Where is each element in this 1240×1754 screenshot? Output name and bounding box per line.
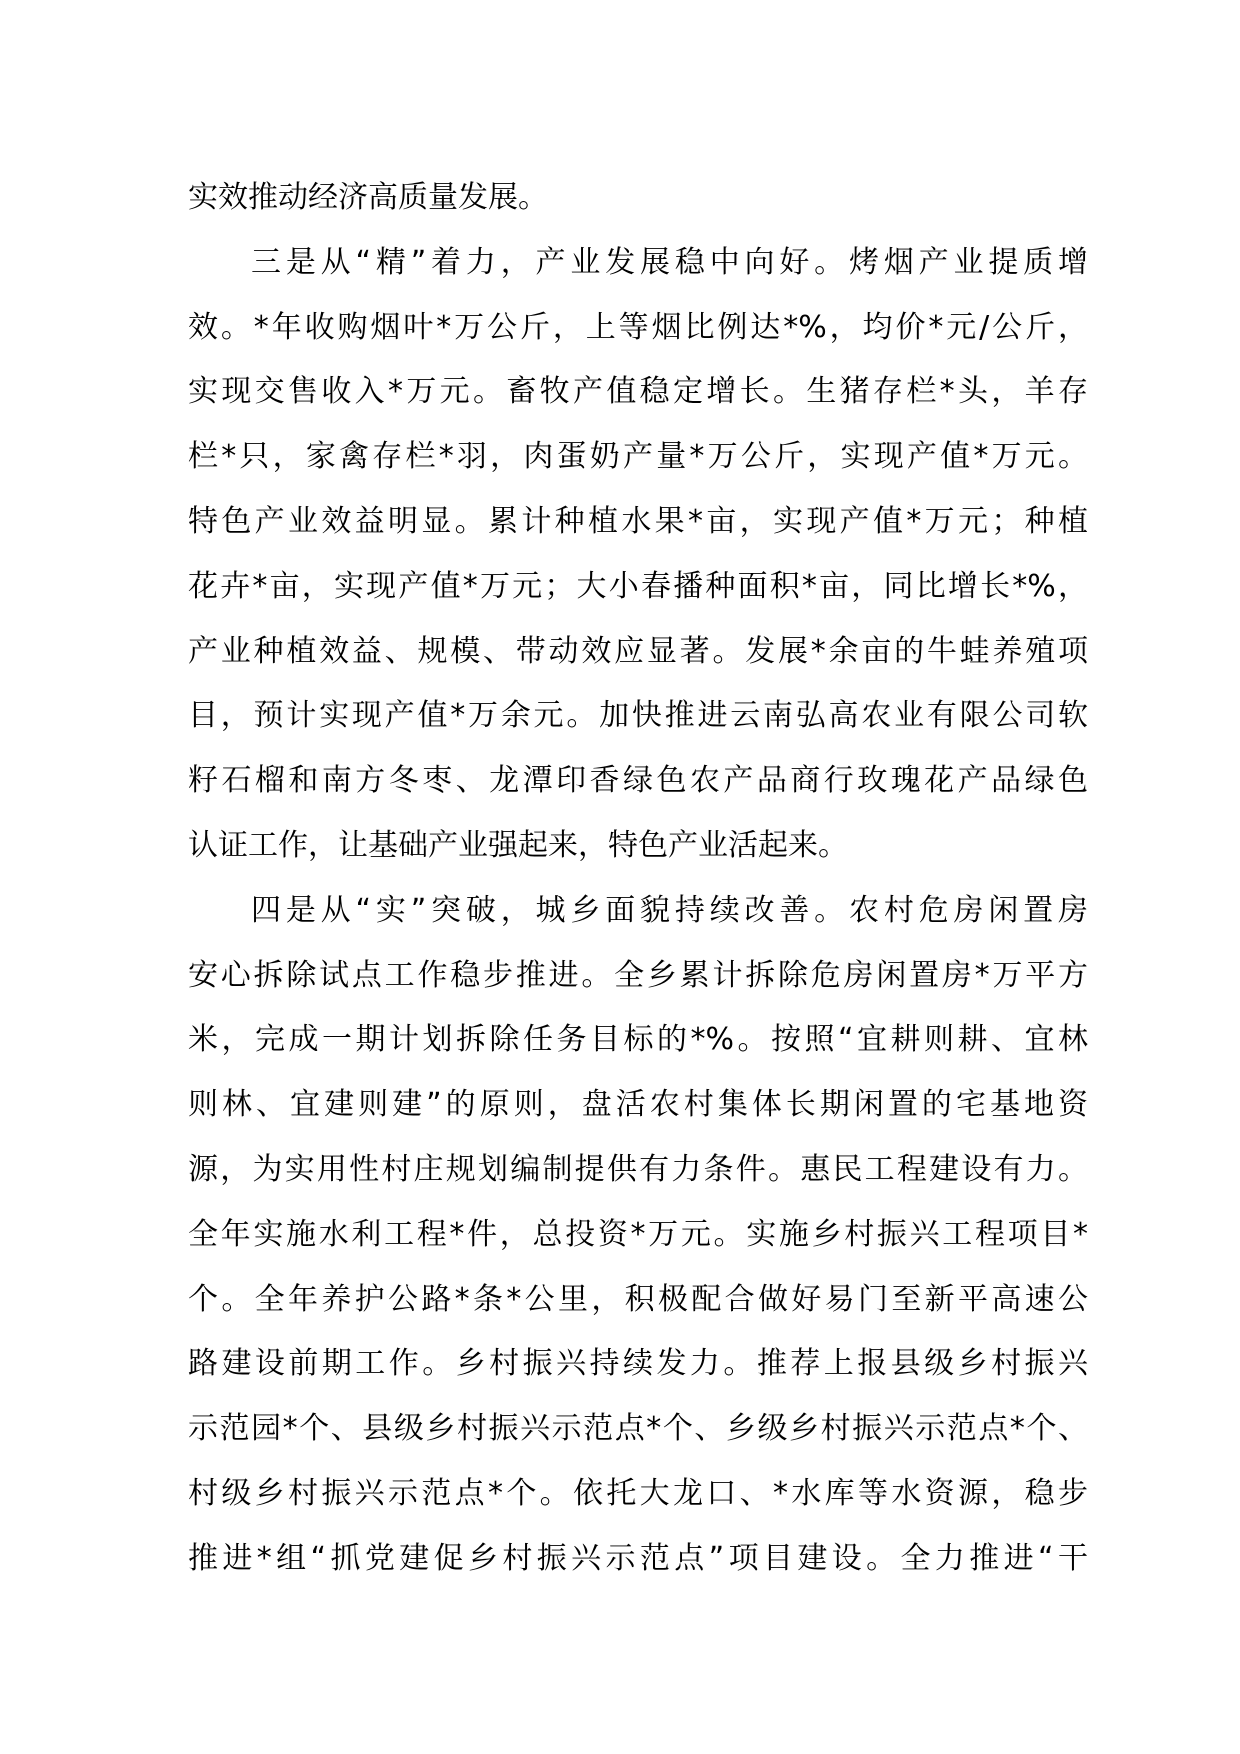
text-line: 实效推动经济高质量发展。 bbox=[188, 180, 548, 215]
text-line: 目，预计实现产值*万余元。加快推进云南弘高农业有限公司软 bbox=[188, 698, 1088, 734]
text-line: 特色产业效益明显。累计种植水果*亩，实现产值*万元；种植 bbox=[188, 503, 1088, 539]
text-line: 全年实施水利工程*件，总投资*万元。实施乡村振兴工程项目* bbox=[188, 1216, 1088, 1252]
text-line: 四是从“实”突破，城乡面貌持续改善。农村危房闲置房 bbox=[251, 892, 1088, 928]
text-line: 推进*组“抓党建促乡村振兴示范点”项目建设。全力推进“干 bbox=[188, 1540, 1088, 1576]
text-line: 米，完成一期计划拆除任务目标的*%。按照“宜耕则耕、宜林 bbox=[188, 1022, 1088, 1058]
text-line: 则林、宜建则建”的原则，盘活农村集体长期闲置的宅基地资 bbox=[188, 1087, 1088, 1123]
text-line: 村级乡村振兴示范点*个。依托大龙口、*水库等水资源，稳步 bbox=[188, 1475, 1088, 1511]
text-line: 栏*只，家禽存栏*羽，肉蛋奶产量*万公斤，实现产值*万元。 bbox=[188, 439, 1088, 475]
text-line: 效。*年收购烟叶*万公斤，上等烟比例达*%，均价*元/公斤， bbox=[188, 309, 1088, 345]
text-line: 认证工作，让基础产业强起来，特色产业活起来。 bbox=[188, 827, 848, 863]
text-line: 源，为实用性村庄规划编制提供有力条件。惠民工程建设有力。 bbox=[188, 1151, 1088, 1187]
text-line: 实现交售收入*万元。畜牧产值稳定增长。生猪存栏*头，羊存 bbox=[188, 374, 1088, 410]
text-line: 个。全年养护公路*条*公里，积极配合做好易门至新平高速公 bbox=[188, 1281, 1088, 1317]
text-line: 籽石榴和南方冬枣、龙潭印香绿色农产品商行玫瑰花产品绿色 bbox=[188, 763, 1088, 799]
text-line: 安心拆除试点工作稳步推进。全乡累计拆除危房闲置房*万平方 bbox=[188, 957, 1088, 993]
text-line: 示范园*个、县级乡村振兴示范点*个、乡级乡村振兴示范点*个、 bbox=[188, 1411, 1088, 1447]
text-line: 花卉*亩，实现产值*万元；大小春播种面积*亩，同比增长*%， bbox=[188, 568, 1088, 604]
text-line: 产业种植效益、规模、带动效应显著。发展*余亩的牛蛙养殖项 bbox=[188, 633, 1088, 669]
body-text bbox=[188, 166, 1088, 1592]
text-line: 三是从“精”着力，产业发展稳中向好。烤烟产业提质增 bbox=[251, 244, 1088, 280]
text-line: 路建设前期工作。乡村振兴持续发力。推荐上报县级乡村振兴 bbox=[188, 1346, 1088, 1382]
